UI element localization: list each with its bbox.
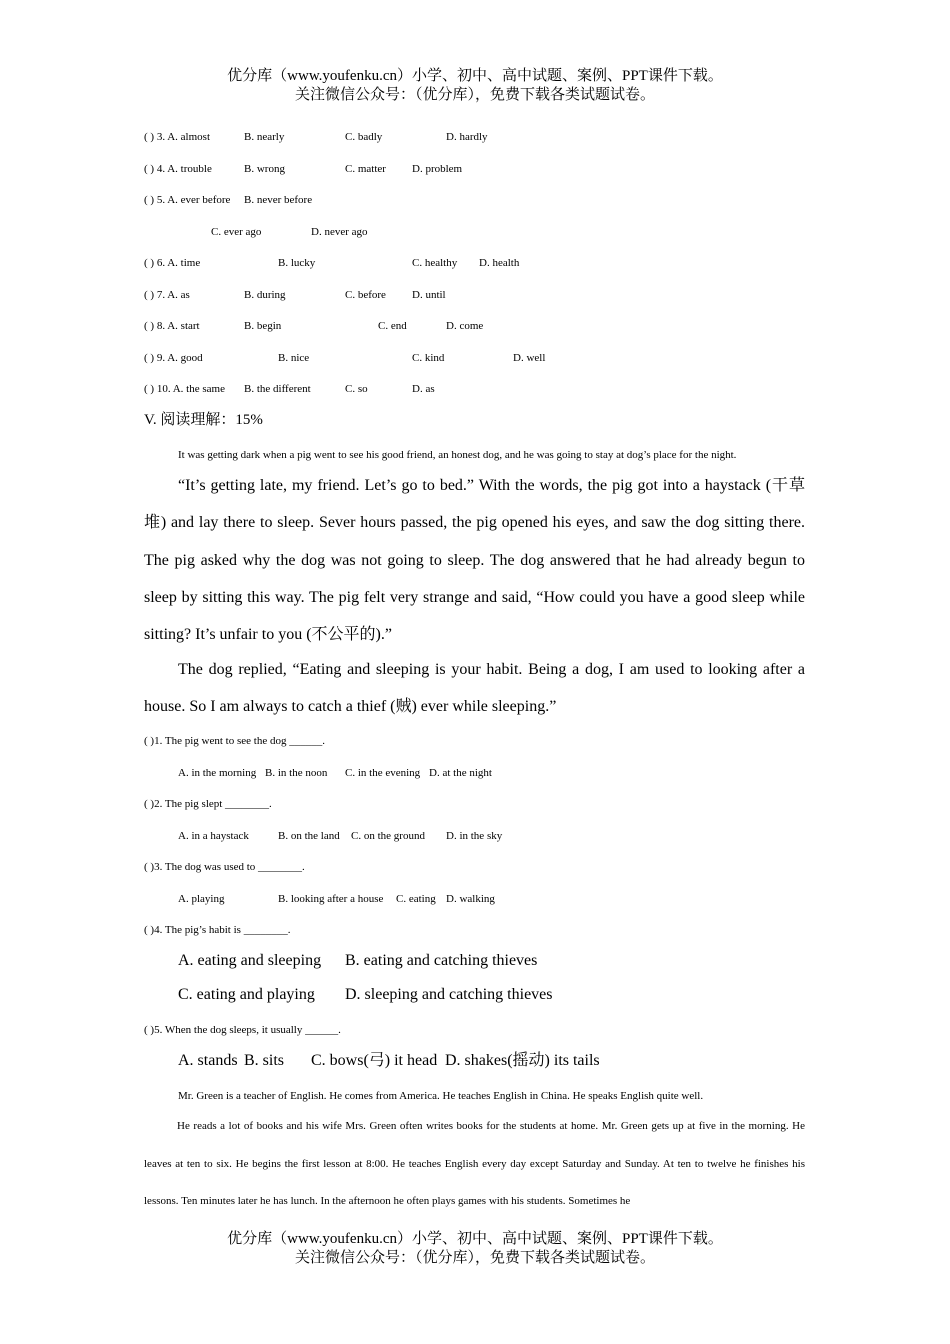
cloze-7-d: D. until [412,289,446,301]
question-5-option-b: B. sits [244,1052,285,1069]
cloze-9-number: ( ) 9. A. good [144,352,203,364]
question-4-option-c: C. eating and playing [178,986,315,1003]
cloze-10-d: D. as [412,383,435,395]
question-1-option-a: A. in the morning [178,767,257,779]
question-1-option-b: B. in the noon [265,767,328,779]
passage2-paragraph-1: Mr. Green is a teacher of English. He comes from America. He teaches English in China. He speaks English quite well. [178,1090,704,1102]
passage-intro: It was getting dark when a pig went to see his good friend, an honest dog, and he was going to stay at dog’s place for the night. [178,449,737,461]
question-3-stem: ( )3. The dog was used to ________. [144,861,305,873]
cloze-7-b: B. during [244,289,286,301]
question-5-option-c: C. bows(弓) it head [311,1052,438,1069]
cloze-9-d: D. well [513,352,546,364]
question-5-stem: ( )5. When the dog sleeps, it usually ______. [144,1024,341,1036]
cloze-9-c: C. kind [412,352,445,364]
question-3-option-d: D. walking [446,893,495,905]
cloze-4-number: ( ) 4. A. trouble [144,163,212,175]
cloze-7-number: ( ) 7. A. as [144,289,190,301]
cloze-6-b: B. lucky [278,257,316,269]
cloze-5-number: ( ) 5. A. ever before [144,194,231,206]
cloze-8-number: ( ) 8. A. start [144,320,200,332]
question-2-option-b: B. on the land [278,830,340,842]
page-footer [0,1230,950,1270]
cloze-10-b: B. the different [244,383,311,395]
question-1-option-d: D. at the night [429,767,492,779]
cloze-10-number: ( ) 10. A. the same [144,383,225,395]
question-4-stem: ( )4. The pig’s habit is ________. [144,924,291,936]
cloze-4-b: B. wrong [244,163,285,175]
passage-paragraph-2: The dog replied, “Eating and sleeping is your habit. Being a dog, I am used to looking after a house. So I am always to catch a thief (贼) ever while sleeping.” [144,661,805,716]
question-4-option-a: A. eating and sleeping [178,952,322,969]
passage-paragraph-1: “It’s getting late, my friend. Let’s go to bed.” With the words, the pig got into a haystack (干草堆) and lay there to sleep. Sever hours passed, the pig opened his eyes, and saw the dog sitting there. The pig asked why the dog was not going to sleep. The dog answered that he had already begun to sleep by sitting this way. The pig felt very strange and said, “How could you have a good sleep while sitting? It’s unfair to you (不公平的).” [144,477,805,644]
question-2-option-a: A. in a haystack [178,830,249,842]
cloze-8-d: D. come [446,320,484,332]
question-4-option-d: D. sleeping and catching thieves [345,986,553,1003]
cloze-5-d: D. never ago [311,226,368,238]
cloze-3-c: C. badly [345,131,383,143]
question-5-option-a: A. stands [178,1052,238,1069]
section-title: V. 阅读理解：15% [144,412,263,428]
page-header [0,67,950,105]
cloze-4-d: D. problem [412,163,463,175]
question-2-option-d: D. in the sky [446,830,503,842]
question-3-option-a: A. playing [178,893,225,905]
question-1-option-c: C. in the evening [345,767,421,779]
header-line-2: 关注微信公众号：（优分库），免费下载各类试题试卷。 [294,87,655,103]
cloze-6-number: ( ) 6. A. time [144,257,201,269]
question-2-option-c: C. on the ground [351,830,425,842]
passage2-paragraph-2: He reads a lot of books and his wife Mrs. Green often writes books for the students at home. Mr. Green gets up at five in the morning. He leaves at ten to six. He begins the first lesson at 8:00. He teaches English every day except Saturday and Sunday. At ten to twelve he finishes his lessons. Ten minutes later he has lunch. In the afternoon he often plays games with his students. Sometimes he [144,1120,805,1207]
cloze-7-c: C. before [345,289,386,301]
question-2-stem: ( )2. The pig slept ________. [144,798,272,810]
cloze-5-b: B. never before [244,194,313,206]
cloze-3-b: B. nearly [244,131,285,143]
cloze-4-c: C. matter [345,163,386,175]
footer-line-1: 优分库（www.youfenku.cn）小学、初中、高中试题、案例、PPT课件下载。 [227,1231,723,1247]
question-5-option-d: D. shakes(摇动) its tails [445,1052,600,1069]
question-1-stem: ( )1. The pig went to see the dog ______. [144,735,325,747]
cloze-8-c: C. end [378,320,407,332]
cloze-3-d: D. hardly [446,131,488,143]
cloze-3-number: ( ) 3. A. almost [144,131,210,143]
cloze-9-b: B. nice [278,352,310,364]
question-3-option-b: B. looking after a house [278,893,384,905]
cloze-10-c: C. so [345,383,368,395]
footer-line-2: 关注微信公众号：（优分库），免费下载各类试题试卷。 [294,1250,655,1266]
question-3-option-c: C. eating [396,893,436,905]
cloze-5-c: C. ever ago [211,226,262,238]
header-line-1: 优分库（www.youfenku.cn）小学、初中、高中试题、案例、PPT课件下载。 [227,68,723,84]
cloze-8-b: B. begin [244,320,282,332]
question-4-option-b: B. eating and catching thieves [345,952,538,969]
cloze-6-d: D. health [479,257,520,269]
cloze-6-c: C. healthy [412,257,458,269]
